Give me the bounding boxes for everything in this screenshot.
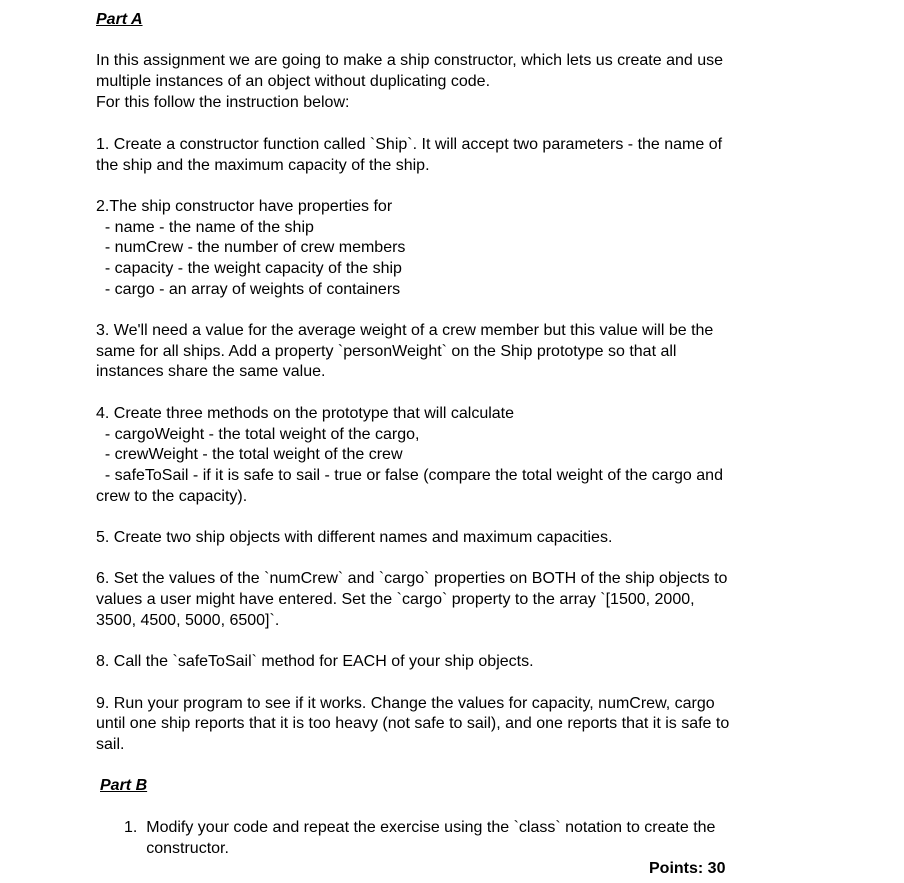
step-4-line: - cargoWeight - the total weight of the cargo, bbox=[96, 426, 420, 443]
step-9-line: 9. Run your program to see if it works. Change the values for capacity, numCrew, cargo bbox=[96, 695, 715, 712]
step-6-line: 6. Set the values of the `numCrew` and `cargo` properties on BOTH of the ship objects to bbox=[96, 570, 728, 587]
step-2-line: - cargo - an array of weights of containers bbox=[96, 281, 401, 298]
step-9-line: sail. bbox=[96, 736, 125, 753]
step-2-line: 2.The ship constructor have properties for bbox=[96, 198, 393, 215]
step-4-line: - safeToSail - if it is safe to sail - true or false (compare the total weight of the cargo and bbox=[96, 467, 723, 484]
part-b-heading: Part B bbox=[100, 777, 148, 794]
step-5-line: 5. Create two ship objects with different names and maximum capacities. bbox=[96, 529, 613, 546]
step-3-line: instances share the same value. bbox=[96, 363, 326, 380]
part-a-heading: Part A bbox=[96, 11, 143, 28]
intro-line: In this assignment we are going to make a ship constructor, which lets us create and use bbox=[96, 52, 723, 69]
step-1-line: 1. Create a constructor function called `Ship`. It will accept two parameters - the name of bbox=[96, 136, 723, 153]
part-b-item-line: constructor. bbox=[124, 840, 229, 857]
intro-line: multiple instances of an object without duplicating code. bbox=[96, 73, 491, 90]
step-4-line: 4. Create three methods on the prototype that will calculate bbox=[96, 405, 515, 422]
step-9-line: until one ship reports that it is too heavy (not safe to sail), and one reports that it is safe to bbox=[96, 715, 730, 732]
step-4-line: - crewWeight - the total weight of the crew bbox=[96, 446, 403, 463]
step-6-line: 3500, 4500, 5000, 6500]`. bbox=[96, 612, 280, 629]
step-2-line: - capacity - the weight capacity of the ship bbox=[96, 260, 402, 277]
points-label: Points: 30 bbox=[649, 860, 726, 877]
intro-line: For this follow the instruction below: bbox=[96, 94, 350, 111]
step-6-line: values a user might have entered. Set the `cargo` property to the array `[1500, 2000, bbox=[96, 591, 695, 608]
part-b-item-line: 1. Modify your code and repeat the exercise using the `class` notation to create the bbox=[124, 819, 716, 836]
step-2-line: - numCrew - the number of crew members bbox=[96, 239, 406, 256]
step-3-line: same for all ships. Add a property `personWeight` on the Ship prototype so that all bbox=[96, 343, 677, 360]
step-3-line: 3. We'll need a value for the average weight of a crew member but this value will be the bbox=[96, 322, 714, 339]
step-8-line: 8. Call the `safeToSail` method for EACH of your ship objects. bbox=[96, 653, 534, 670]
step-1-line: the ship and the maximum capacity of the ship. bbox=[96, 157, 430, 174]
step-4-line: crew to the capacity). bbox=[96, 488, 248, 505]
step-2-line: - name - the name of the ship bbox=[96, 219, 314, 236]
